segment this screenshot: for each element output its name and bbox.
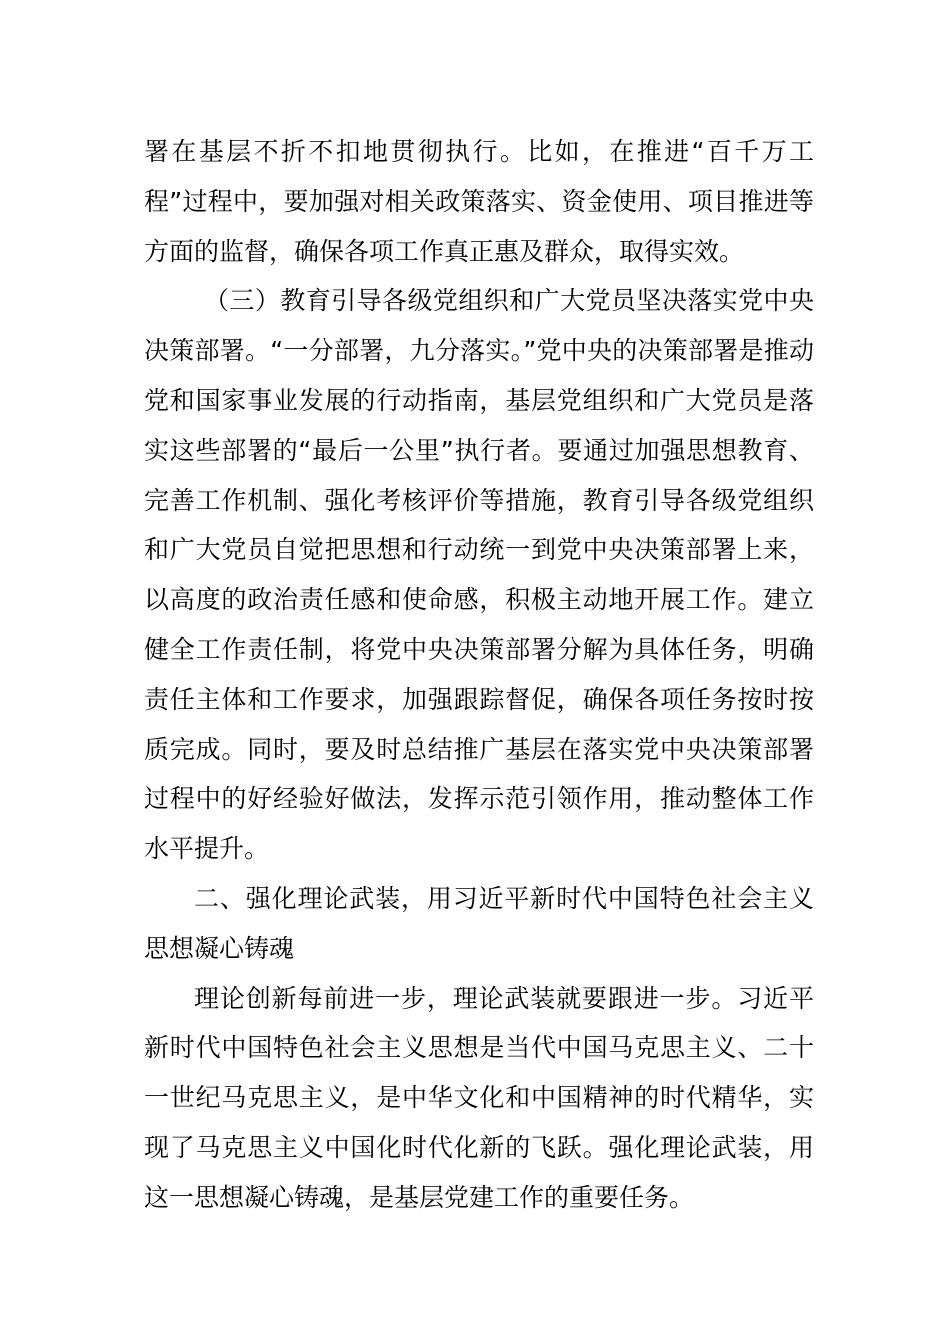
- document-body: [144, 127, 814, 1223]
- paragraph-continuation: 署在基层不折不扣地贯彻执行。比如，在推进“百千万工程”过程中，要加强对相关政策落实、资金使用、项目推进等方面的监督，确保各项工作真正惠及群众，取得实效。: [144, 137, 814, 266]
- paragraph-theory: 理论创新每前进一步，理论武装就要跟进一步。习近平新时代中国特色社会主义思想是当代中国马克思主义、二十一世纪马克思主义，是中华文化和中国精神的时代精华，实现了马克思主义中国化时代化新的飞跃。强化理论武装，用这一思想凝心铸魂，是基层党建工作的重要任务。: [144, 983, 814, 1212]
- section-heading-two: 二、强化理论武装，用习近平新时代中国特色社会主义思想凝心铸魂: [144, 883, 814, 963]
- paragraph-section-three: （三）教育引导各级党组织和广大党员坚决落实党中央决策部署。“一分部署，九分落实。”党中央的决策部署是推动党和国家事业发展的行动指南，基层党组织和广大党员是落实这些部署的“最后一公里”执行者。要通过加强思想教育、完善工作机制、强化考核评价等措施，教育引导各级党组织和广大党员自觉把思想和行动统一到党中央决策部署上来，以高度的政治责任感和使命感，积极主动地开展工作。建立健全工作责任制，将党中央决策部署分解为具体任务，明确责任主体和工作要求，加强跟踪督促，确保各项任务按时按质完成。同时，要及时总结推广基层在落实党中央决策部署过程中的好经验好做法，发挥示范引领作用，推动整体工作水平提升。: [144, 286, 814, 864]
